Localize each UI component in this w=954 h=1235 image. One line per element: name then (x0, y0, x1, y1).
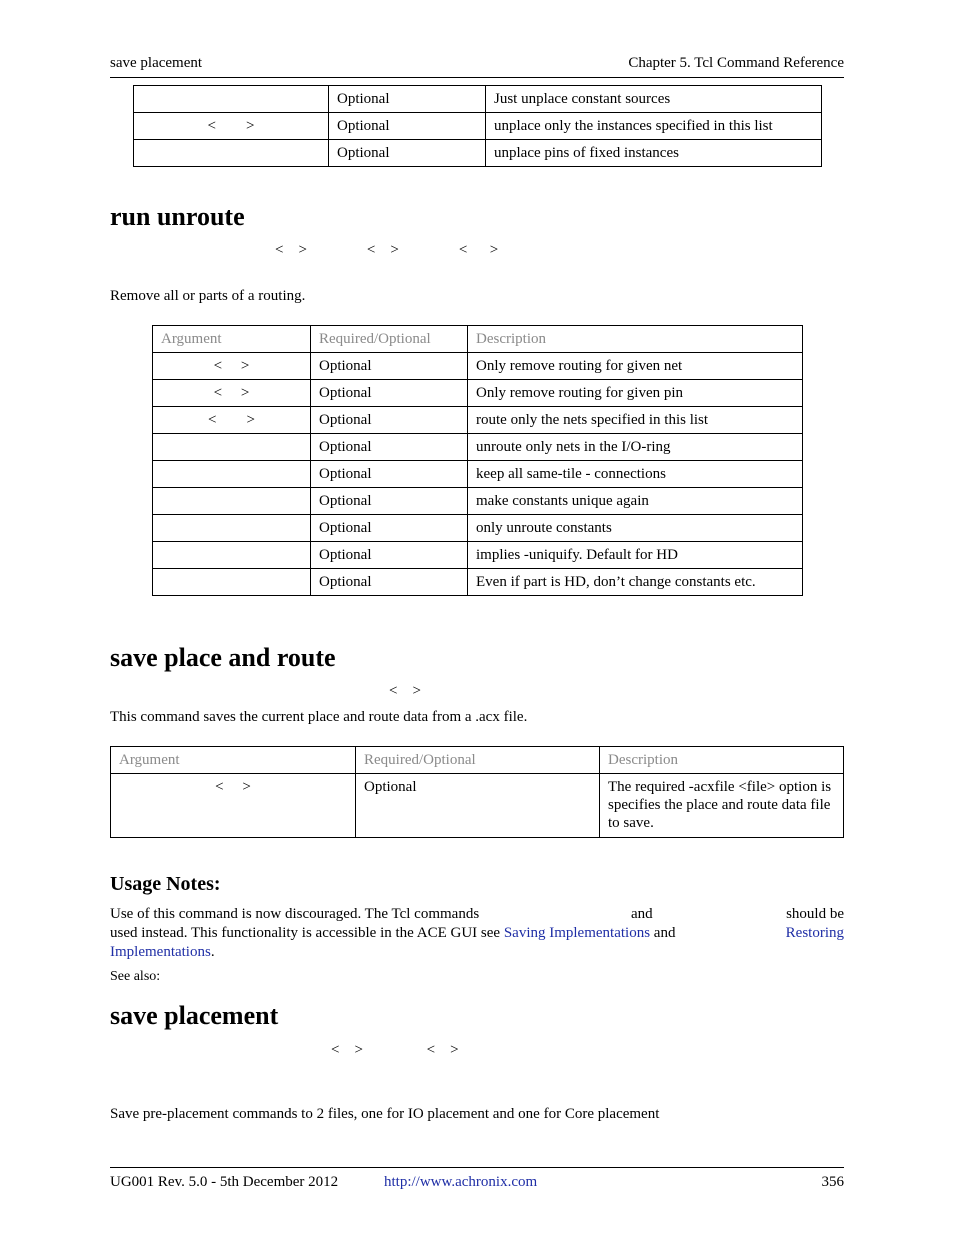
description-cell: The required -acxfile <file> option is specifies the place and route data file to save. (600, 774, 844, 838)
usage-notes-line-2 (110, 924, 844, 943)
save-place-and-route-description: This command saves the current place and route data from a .acx file. (110, 709, 528, 725)
argument-cell: < > (153, 407, 311, 434)
required-cell: Optional (356, 774, 600, 838)
description-cell: route only the nets specified in this list (468, 407, 803, 434)
usage-and: and (631, 906, 653, 922)
table-row (153, 542, 803, 569)
table-row (153, 488, 803, 515)
column-header-argument: Argument (111, 747, 356, 774)
column-header-required: Required/Optional (311, 326, 468, 353)
table-row (153, 407, 803, 434)
required-cell: Optional (311, 515, 468, 542)
description-cell: Only remove routing for given net (468, 353, 803, 380)
see-also-label: See also: (110, 969, 161, 984)
run-unroute-heading: run unroute (110, 202, 245, 231)
table-row (134, 113, 822, 140)
restoring-link[interactable]: Restoring (785, 925, 844, 941)
description-cell: unroute only nets in the I/O-ring (468, 434, 803, 461)
required-cell: Optional (311, 407, 468, 434)
table-row (111, 774, 844, 838)
column-header-required: Required/Optional (356, 747, 600, 774)
argument-cell (153, 569, 311, 596)
description-cell: Even if part is HD, don’t change constants etc. (468, 569, 803, 596)
header-chapter-title: Chapter 5. Tcl Command Reference (628, 55, 844, 71)
description-cell: unplace pins of fixed instances (486, 140, 822, 167)
argument-cell (153, 461, 311, 488)
footer-page-number: 356 (821, 1174, 844, 1190)
required-cell: Optional (311, 569, 468, 596)
run-unroute-synopsis: < > < > < > (275, 242, 499, 258)
save-placement-description: Save pre-placement commands to 2 files, one for IO placement and one for Core placement (110, 1106, 660, 1122)
column-header-argument: Argument (153, 326, 311, 353)
description-cell: Just unplace constant sources (486, 86, 822, 113)
usage-notes-line-3 (110, 943, 215, 962)
argument-cell (153, 488, 311, 515)
description-cell: make constants unique again (468, 488, 803, 515)
required-cell: Optional (329, 86, 486, 113)
argument-cell (153, 434, 311, 461)
required-cell: Optional (329, 113, 486, 140)
unplace-args-table-continued (133, 85, 822, 167)
column-header-description: Description (600, 747, 844, 774)
table-row (153, 461, 803, 488)
period: . (210, 944, 215, 960)
required-cell: Optional (311, 461, 468, 488)
run-unroute-args-table (152, 325, 803, 596)
argument-cell: < > (153, 353, 311, 380)
run-unroute-description: Remove all or parts of a routing. (110, 288, 306, 304)
usage-text-2: should be (786, 906, 844, 922)
required-cell: Optional (311, 353, 468, 380)
argument-cell: < > (134, 113, 329, 140)
table-row (153, 569, 803, 596)
table-row (134, 140, 822, 167)
save-place-and-route-synopsis: < > (389, 683, 421, 699)
save-place-and-route-heading: save place and route (110, 643, 336, 672)
save-placement-heading: save placement (110, 1001, 279, 1030)
required-cell: Optional (311, 542, 468, 569)
implementations-link[interactable]: Implementations (110, 944, 211, 960)
usage-notes-line-1 (110, 905, 844, 924)
description-cell: Only remove routing for given pin (468, 380, 803, 407)
description-cell: unplace only the instances specified in this list (486, 113, 822, 140)
usage-notes-heading: Usage Notes: (110, 873, 221, 895)
header-rule (110, 77, 844, 78)
argument-cell (153, 542, 311, 569)
argument-cell: < > (153, 380, 311, 407)
table-row (153, 515, 803, 542)
required-cell: Optional (311, 488, 468, 515)
table-row (153, 380, 803, 407)
argument-cell (153, 515, 311, 542)
usage-and-2: and (653, 925, 676, 941)
footer-rule (110, 1167, 844, 1168)
required-cell: Optional (329, 140, 486, 167)
column-header-description: Description (468, 326, 803, 353)
description-cell: implies -uniquify. Default for HD (468, 542, 803, 569)
saving-implementations-link[interactable]: Saving Implementations (503, 925, 651, 941)
usage-text-3: used instead. This functionality is accessible in the ACE GUI see (110, 925, 501, 941)
footer-document-revision: UG001 Rev. 5.0 - 5th December 2012 (110, 1174, 339, 1190)
table-row (134, 86, 822, 113)
required-cell: Optional (311, 434, 468, 461)
table-row (153, 434, 803, 461)
header-section-title: save placement (110, 55, 203, 71)
argument-cell: < > (111, 774, 356, 838)
description-cell: keep all same-tile - connections (468, 461, 803, 488)
table-header-row (111, 747, 844, 774)
save-placement-synopsis: < > < > (331, 1042, 459, 1058)
usage-text-1: Use of this command is now discouraged. The Tcl commands (110, 906, 480, 922)
required-cell: Optional (311, 380, 468, 407)
argument-cell (134, 86, 329, 113)
footer-website-link[interactable]: http://www.achronix.com (384, 1174, 538, 1190)
description-cell: only unroute constants (468, 515, 803, 542)
table-header-row (153, 326, 803, 353)
table-row (153, 353, 803, 380)
save-place-and-route-args-table (110, 746, 844, 838)
argument-cell (134, 140, 329, 167)
